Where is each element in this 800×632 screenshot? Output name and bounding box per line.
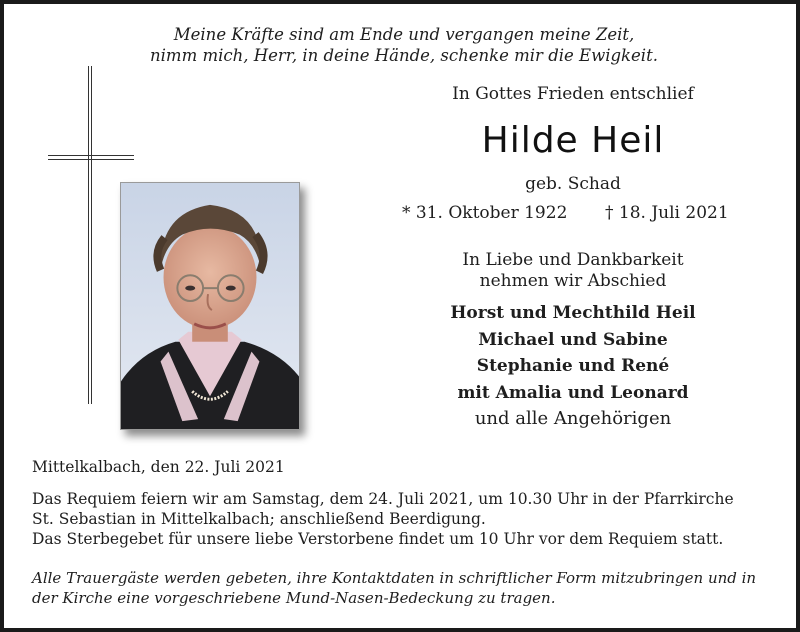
farewell-line: In Liebe und Dankbarkeit — [462, 250, 684, 270]
motto-line: nimm mich, Herr, in deine Hände, schenke mir die Ewigkeit. — [150, 46, 658, 65]
requiem-info — [32, 489, 777, 549]
family-member: Stephanie und René — [476, 356, 670, 376]
intro-text: In Gottes Frieden entschlief — [452, 84, 694, 104]
guest-notice — [32, 568, 777, 608]
requiem-line: Das Requiem feiern wir am Samstag, dem 24. Juli 2021, um 10.30 Uhr in der Pfarrkirche — [32, 490, 734, 508]
notice-line: Alle Trauergäste werden gebeten, ihre Kontaktdaten in schriftlicher Form mitzubringen und in — [32, 569, 757, 587]
birth-date: * 31. Oktober 1922 — [402, 203, 568, 223]
family-member: Horst und Mechthild Heil — [450, 303, 696, 323]
death-date: † 18. Juli 2021 — [605, 203, 729, 223]
family-list — [388, 300, 758, 433]
motto-verse — [124, 24, 684, 66]
deceased-name: Hilde Heil — [481, 120, 665, 161]
requiem-line: St. Sebastian in Mittelkalbach; anschließend Beerdigung. — [32, 510, 486, 528]
family-member: mit Amalia und Leonard — [457, 382, 689, 403]
family-member: und alle Angehörigen — [474, 408, 672, 429]
requiem-line: Das Sterbegebet für unsere liebe Verstorbene findet um 10 Uhr vor dem Requiem statt. — [32, 530, 724, 548]
cross-crossbar — [48, 155, 134, 160]
farewell-text — [388, 250, 758, 292]
family-member: Michael und Sabine — [478, 329, 668, 350]
motto-line: Meine Kräfte sind am Ende und vergangen meine Zeit, — [173, 25, 635, 44]
cross-icon — [88, 66, 92, 404]
notice-line: der Kirche eine vorgeschriebene Mund-Nasen-Bedeckung zu tragen. — [32, 589, 556, 607]
portrait-photo — [120, 182, 300, 430]
place-date: Mittelkalbach, den 22. Juli 2021 — [32, 458, 285, 476]
maiden-name: geb. Schad — [525, 174, 621, 194]
farewell-line: nehmen wir Abschied — [479, 271, 667, 291]
